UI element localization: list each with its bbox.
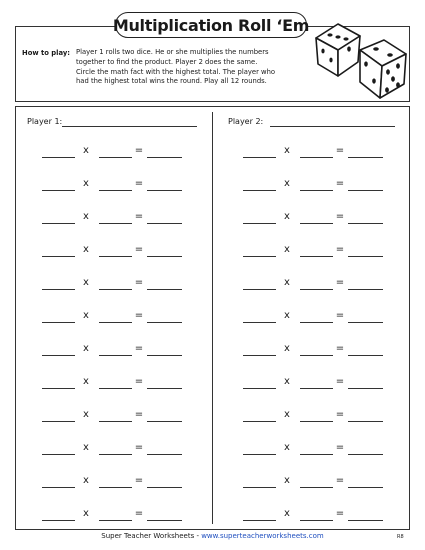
times-sign: x (284, 442, 290, 453)
factor-1-blank[interactable] (243, 388, 276, 389)
player-2-round-row (243, 211, 388, 225)
times-sign: x (284, 244, 290, 255)
times-sign: x (83, 211, 89, 222)
factor-1-blank[interactable] (243, 355, 276, 356)
player-1-round-row (42, 145, 187, 159)
equals-sign: = (335, 442, 345, 453)
equals-sign: = (335, 376, 345, 387)
factor-2-blank[interactable] (300, 421, 333, 422)
factor-2-blank[interactable] (99, 355, 132, 356)
instruction-line: Player 1 rolls two dice. He or she multiplies the numbers (76, 48, 269, 56)
factor-1-blank[interactable] (42, 454, 75, 455)
times-sign: x (83, 343, 89, 354)
factor-2-blank[interactable] (300, 454, 333, 455)
product-blank[interactable] (348, 190, 383, 191)
player-1-round-row (42, 178, 187, 192)
product-blank[interactable] (348, 487, 383, 488)
times-sign: x (83, 145, 89, 156)
equals-sign: = (134, 145, 144, 156)
factor-2-blank[interactable] (99, 388, 132, 389)
player-1-round-row (42, 508, 187, 522)
factor-2-blank[interactable] (99, 256, 132, 257)
product-blank[interactable] (348, 289, 383, 290)
equals-sign: = (134, 475, 144, 486)
player-2-round-row (243, 376, 388, 390)
times-sign: x (284, 409, 290, 420)
product-blank[interactable] (348, 256, 383, 257)
product-blank[interactable] (147, 223, 182, 224)
player-2-round-row (243, 343, 388, 357)
product-blank[interactable] (147, 454, 182, 455)
product-blank[interactable] (348, 454, 383, 455)
player-1-name-line[interactable] (62, 126, 197, 127)
factor-2-blank[interactable] (300, 289, 333, 290)
player-1-round-row (42, 343, 187, 357)
equals-sign: = (335, 244, 345, 255)
factor-2-blank[interactable] (99, 322, 132, 323)
equals-sign: = (134, 376, 144, 387)
player-1-round-row (42, 376, 187, 390)
player-2-round-row (243, 310, 388, 324)
factor-1-blank[interactable] (42, 223, 75, 224)
equals-sign: = (335, 310, 345, 321)
player-2-round-row (243, 178, 388, 192)
product-blank[interactable] (147, 322, 182, 323)
equals-sign: = (134, 211, 144, 222)
player-2-round-row (243, 145, 388, 159)
player-1-round-row (42, 475, 187, 489)
factor-1-blank[interactable] (42, 256, 75, 257)
footer-brand: Super Teacher Worksheets - (101, 532, 202, 540)
product-blank[interactable] (147, 388, 182, 389)
product-blank[interactable] (348, 421, 383, 422)
factor-1-blank[interactable] (42, 289, 75, 290)
equals-sign: = (134, 409, 144, 420)
factor-2-blank[interactable] (99, 421, 132, 422)
factor-2-blank[interactable] (99, 487, 132, 488)
factor-2-blank[interactable] (99, 520, 132, 521)
player-2-round-row (243, 244, 388, 258)
times-sign: x (284, 475, 290, 486)
factor-1-blank[interactable] (42, 190, 75, 191)
equals-sign: = (335, 145, 345, 156)
player-2-label: Player 2: (228, 117, 264, 126)
times-sign: x (284, 376, 290, 387)
times-sign: x (83, 409, 89, 420)
equals-sign: = (335, 178, 345, 189)
times-sign: x (83, 244, 89, 255)
equals-sign: = (335, 343, 345, 354)
product-blank[interactable] (147, 520, 182, 521)
factor-1-blank[interactable] (42, 322, 75, 323)
factor-2-blank[interactable] (300, 322, 333, 323)
player-2-round-row (243, 442, 388, 456)
how-to-play-label: How to play: (22, 49, 71, 57)
factor-1-blank[interactable] (243, 322, 276, 323)
times-sign: x (284, 211, 290, 222)
factor-1-blank[interactable] (42, 388, 75, 389)
times-sign: x (83, 442, 89, 453)
times-sign: x (284, 277, 290, 288)
factor-2-blank[interactable] (99, 190, 132, 191)
product-blank[interactable] (348, 355, 383, 356)
footer-url[interactable]: www.superteacherworksheets.com (201, 532, 324, 540)
player-2-round-row (243, 508, 388, 522)
equals-sign: = (335, 211, 345, 222)
player-1-label: Player 1: (27, 117, 63, 126)
product-blank[interactable] (147, 421, 182, 422)
factor-1-blank[interactable] (243, 421, 276, 422)
times-sign: x (83, 178, 89, 189)
instruction-line: Circle the math fact with the highest total. The player who (76, 67, 276, 76)
factor-2-blank[interactable] (300, 520, 333, 521)
product-blank[interactable] (348, 388, 383, 389)
times-sign: x (83, 376, 89, 387)
player-2-round-row (243, 277, 388, 291)
equals-sign: = (134, 343, 144, 354)
factor-1-blank[interactable] (243, 223, 276, 224)
player-1-round-row (42, 310, 187, 324)
times-sign: x (83, 508, 89, 519)
factor-2-blank[interactable] (300, 355, 333, 356)
factor-1-blank[interactable] (243, 256, 276, 257)
equals-sign: = (335, 277, 345, 288)
factor-1-blank[interactable] (42, 157, 75, 158)
times-sign: x (284, 178, 290, 189)
factor-1-blank[interactable] (243, 454, 276, 455)
product-blank[interactable] (348, 223, 383, 224)
dice-pair-icon (310, 20, 410, 102)
product-blank[interactable] (147, 355, 182, 356)
factor-1-blank[interactable] (42, 355, 75, 356)
times-sign: x (284, 343, 290, 354)
times-sign: x (284, 310, 290, 321)
factor-2-blank[interactable] (300, 223, 333, 224)
equals-sign: = (134, 442, 144, 453)
equals-sign: = (134, 508, 144, 519)
product-blank[interactable] (147, 190, 182, 191)
product-blank[interactable] (147, 157, 182, 158)
factor-1-blank[interactable] (243, 157, 276, 158)
equals-sign: = (134, 277, 144, 288)
factor-2-blank[interactable] (300, 487, 333, 488)
factor-2-blank[interactable] (300, 256, 333, 257)
equals-sign: = (134, 310, 144, 321)
equals-sign: = (134, 178, 144, 189)
factor-1-blank[interactable] (243, 190, 276, 191)
player-1-round-row (42, 277, 187, 291)
times-sign: x (83, 310, 89, 321)
factor-1-blank[interactable] (42, 520, 75, 521)
factor-1-blank[interactable] (243, 520, 276, 521)
product-blank[interactable] (147, 487, 182, 488)
factor-2-blank[interactable] (99, 157, 132, 158)
player-2-round-row (243, 409, 388, 423)
product-blank[interactable] (147, 289, 182, 290)
title-badge: Multiplication Roll ‘Em (115, 12, 307, 38)
footer (0, 531, 425, 541)
instruction-line: together to find the product. Player 2 does the same. (76, 57, 258, 66)
player-1-round-row (42, 244, 187, 258)
times-sign: x (83, 277, 89, 288)
worksheet-code: R8 (397, 534, 404, 540)
player-1-round-row (42, 409, 187, 423)
equals-sign: = (335, 409, 345, 420)
equals-sign: = (134, 244, 144, 255)
factor-2-blank[interactable] (99, 223, 132, 224)
factor-1-blank[interactable] (243, 487, 276, 488)
instruction-line: had the highest total wins the round. Play all 12 rounds. (76, 77, 267, 86)
factor-2-blank[interactable] (99, 289, 132, 290)
factor-2-blank[interactable] (300, 157, 333, 158)
factor-1-blank[interactable] (42, 421, 75, 422)
player-1-round-row (42, 211, 187, 225)
player-1-round-row (42, 442, 187, 456)
player-2-round-row (243, 475, 388, 489)
factor-2-blank[interactable] (300, 190, 333, 191)
product-blank[interactable] (348, 157, 383, 158)
column-divider (212, 112, 213, 524)
instructions-text (76, 48, 316, 87)
factor-1-blank[interactable] (243, 289, 276, 290)
factor-1-blank[interactable] (42, 487, 75, 488)
times-sign: x (284, 145, 290, 156)
player-2-name-line[interactable] (270, 126, 395, 127)
times-sign: x (83, 475, 89, 486)
equals-sign: = (335, 508, 345, 519)
product-blank[interactable] (147, 256, 182, 257)
times-sign: x (284, 508, 290, 519)
equals-sign: = (335, 475, 345, 486)
product-blank[interactable] (348, 322, 383, 323)
product-blank[interactable] (348, 520, 383, 521)
factor-2-blank[interactable] (300, 388, 333, 389)
factor-2-blank[interactable] (99, 454, 132, 455)
